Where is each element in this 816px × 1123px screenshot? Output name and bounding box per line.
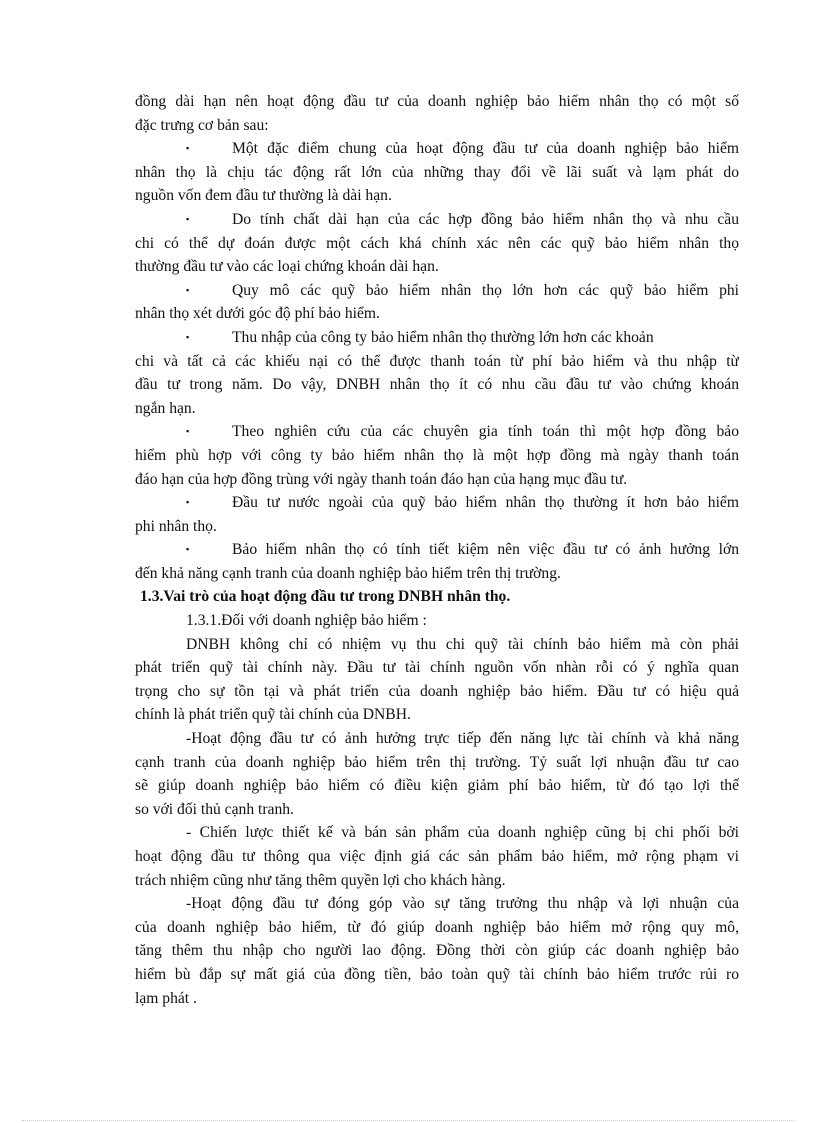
text-line: Một đặc điểm chung của hoạt động đầu tư của doanh nghiệp bảo hiểm xyxy=(232,140,739,158)
text-line: của doanh nghiệp bảo hiểm, từ đó giúp doanh nghiệp bảo hiểm mở rộng quy mô, xyxy=(135,918,739,936)
bullet-item xyxy=(135,538,739,562)
bullet-item xyxy=(135,420,739,444)
text-line: Theo nghiên cứu của các chuyên gia tính toán thì một hợp đồng bảo xyxy=(232,423,739,441)
text-line: đặc trưng cơ bản sau: xyxy=(135,116,269,134)
section-heading: 1.3.Vai trò của hoạt động đầu tư trong DNBH nhân thọ. xyxy=(140,588,511,606)
bullet-icon: ▪ xyxy=(186,213,190,224)
text-line: tăng thêm thu nhập cho người lao động. Đồng thời còn giúp các doanh nghiệp bảo xyxy=(135,942,739,960)
text-line: -Hoạt động đầu tư có ảnh hưởng trực tiếp đến năng lực tài chính và khả năng xyxy=(186,730,739,748)
text-line: nhân thọ xét dưới góc độ phí bảo hiểm. xyxy=(135,305,380,323)
text-line: hoạt động đầu tư thông qua việc định giá các sản phẩm bảo hiểm, mở rộng phạm vi xyxy=(135,848,739,865)
bullet-item xyxy=(135,208,739,232)
text-line: đáo hạn của hợp đồng trùng với ngày thanh toán đáo hạn của hạng mục đầu tư. xyxy=(135,470,628,488)
bullet-icon: ▪ xyxy=(186,544,190,555)
page-bottom-divider xyxy=(22,1120,794,1121)
text-line: trách nhiệm cũng như tăng thêm quyền lợi cho khách hàng. xyxy=(135,871,506,889)
text-line: phi nhân thọ. xyxy=(135,517,217,535)
text-line: phát triển quỹ tài chính này. Đầu tư tài chính nguồn vốn nhàn rỗi có ý nghĩa quan xyxy=(135,659,739,677)
text-line: lạm phát . xyxy=(135,989,197,1007)
subsection-heading: 1.3.1.Đối với doanh nghiệp bảo hiểm : xyxy=(186,612,427,630)
bullet-item xyxy=(135,491,739,515)
text-line: Đầu tư nước ngoài của quỹ bảo hiểm nhân thọ thường ít hơn bảo hiểm xyxy=(232,494,739,512)
text-line: đầu tư trong năm. Do vậy, DNBH nhân thọ ít có nhu cầu đầu tư vào chứng khoán xyxy=(135,376,739,394)
text-line: hiểm bù đắp sự mất giá của đồng tiền, bảo toàn quỹ tài chính bảo hiểm trước rủi ro xyxy=(135,965,739,983)
text-line: thường đầu tư vào các loại chứng khoán dài hạn. xyxy=(135,258,439,276)
bullet-icon: ▪ xyxy=(186,426,190,437)
text-line: Thu nhập của công ty bảo hiểm nhân thọ thường lớn hơn các khoản xyxy=(232,328,654,346)
text-line: chính là phát triển quỹ tài chính của DNBH. xyxy=(135,706,411,724)
text-line: sẽ giúp doanh nghiệp bảo hiểm có điều kiện giảm phí bảo hiểm, từ đó tạo lợi thế xyxy=(135,777,739,795)
text-line: Do tính chất dài hạn của các hợp đồng bảo hiểm nhân thọ và nhu cầu xyxy=(232,210,739,228)
bullet-item xyxy=(135,137,739,161)
text-line: -Hoạt động đầu tư đóng góp vào sự tăng trưởng thu nhập và lợi nhuận của xyxy=(186,895,739,913)
bullet-icon: ▪ xyxy=(186,331,190,342)
text-line: Bảo hiểm nhân thọ có tính tiết kiệm nên việc đầu tư có ảnh hưởng lớn xyxy=(232,541,739,559)
text-line: DNBH không chỉ có nhiệm vụ thu chi quỹ tài chính bảo hiểm mà còn phải xyxy=(186,635,739,653)
bullet-icon: ▪ xyxy=(186,143,190,154)
document-page xyxy=(135,90,739,1010)
text-line: chi có thể dự đoán được một cách khá chính xác nên các quỹ bảo hiểm nhân thọ xyxy=(135,234,739,252)
text-line: nhân thọ là chịu tác động rất lớn của những thay đổi về lãi suất và lạm phát do xyxy=(135,163,739,181)
text-line: đến khả năng cạnh tranh của doanh nghiệp bảo hiểm trên thị trường. xyxy=(135,564,561,582)
text-line: - Chiến lược thiết kế và bán sản phẩm của doanh nghiệp cũng bị chi phối bởi xyxy=(186,824,739,842)
text-line: trọng cho sự tồn tại và phát triển của doanh nghiệp bảo hiểm. Đầu tư có hiệu quả xyxy=(135,682,739,700)
text-line: cạnh tranh của doanh nghiệp bảo hiểm trên thị trường. Tỷ suất lợi nhuận đầu tư cao xyxy=(135,753,739,771)
bullet-icon: ▪ xyxy=(186,497,190,508)
bullet-item xyxy=(135,326,739,350)
bullet-item xyxy=(135,279,739,303)
text-line: Quy mô các quỹ bảo hiểm nhân thọ lớn hơn các quỹ bảo hiểm phi xyxy=(232,281,739,299)
text-line: đồng dài hạn nên hoạt động đầu tư của doanh nghiệp bảo hiểm nhân thọ có một số xyxy=(135,93,739,110)
text-line: nguồn vốn đem đầu tư thường là dài hạn. xyxy=(135,187,392,205)
text-line: chi và tất cả các khiếu nại có thể được thanh toán từ phí bảo hiểm và thu nhập từ xyxy=(135,352,739,370)
text-line: ngắn hạn. xyxy=(135,399,196,417)
text-line: so với đối thủ cạnh tranh. xyxy=(135,800,294,818)
bullet-icon: ▪ xyxy=(186,284,190,295)
text-line: hiểm phù hợp với công ty bảo hiểm nhân thọ là một hợp đồng mà ngày thanh toán xyxy=(135,446,739,464)
